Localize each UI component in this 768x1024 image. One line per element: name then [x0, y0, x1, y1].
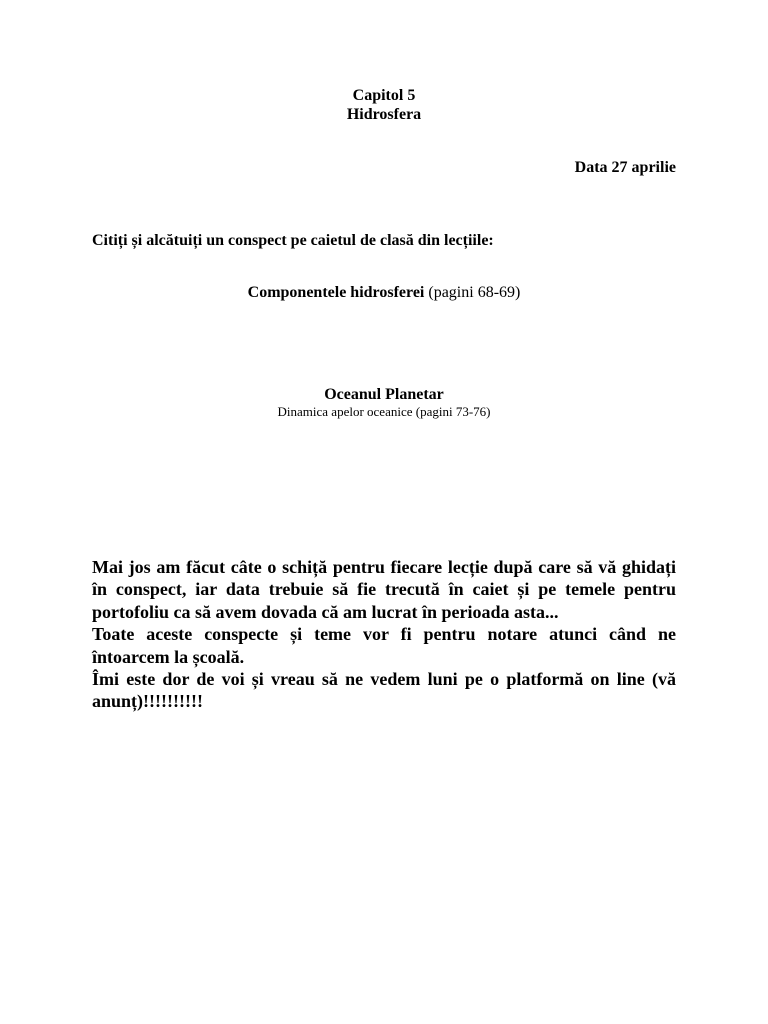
chapter-title: Hidrosfera: [346, 106, 422, 123]
lesson-components: [0, 283, 768, 303]
chapter-number: Capitol 5: [352, 87, 416, 104]
teacher-message: [92, 556, 676, 713]
message-paragraph-1: Mai jos am făcut câte o schiță pentru fiecare lecție după care să vă ghidați în conspect, iar data trebuie să fie trecută în caiet și pe temele pentru portofoliu ca să avem dovada că am lucrat în perioada asta...: [92, 557, 676, 622]
lesson-ocean-title: Oceanul Planetar: [324, 386, 444, 403]
instruction-text: Citiți și alcătuiți un conspect pe caietul de clasă din lecțiile:: [92, 232, 494, 249]
date-line: Data 27 aprilie: [574, 159, 676, 176]
lesson-ocean-subtitle: Dinamica apelor oceanice (pagini 73-76): [277, 404, 491, 419]
lesson-components-title: Componentele hidrosferei: [247, 284, 425, 301]
message-paragraph-2: Toate aceste conspecte și teme vor fi pentru notare atunci când ne întoarcem la școală.: [92, 624, 676, 667]
message-paragraph-3: Îmi este dor de voi și vreau să ne vedem luni pe o platformă on line (vă anunț)!!!!!!!!!!: [92, 669, 676, 712]
lesson-components-pages: (pagini 68-69): [424, 284, 521, 301]
